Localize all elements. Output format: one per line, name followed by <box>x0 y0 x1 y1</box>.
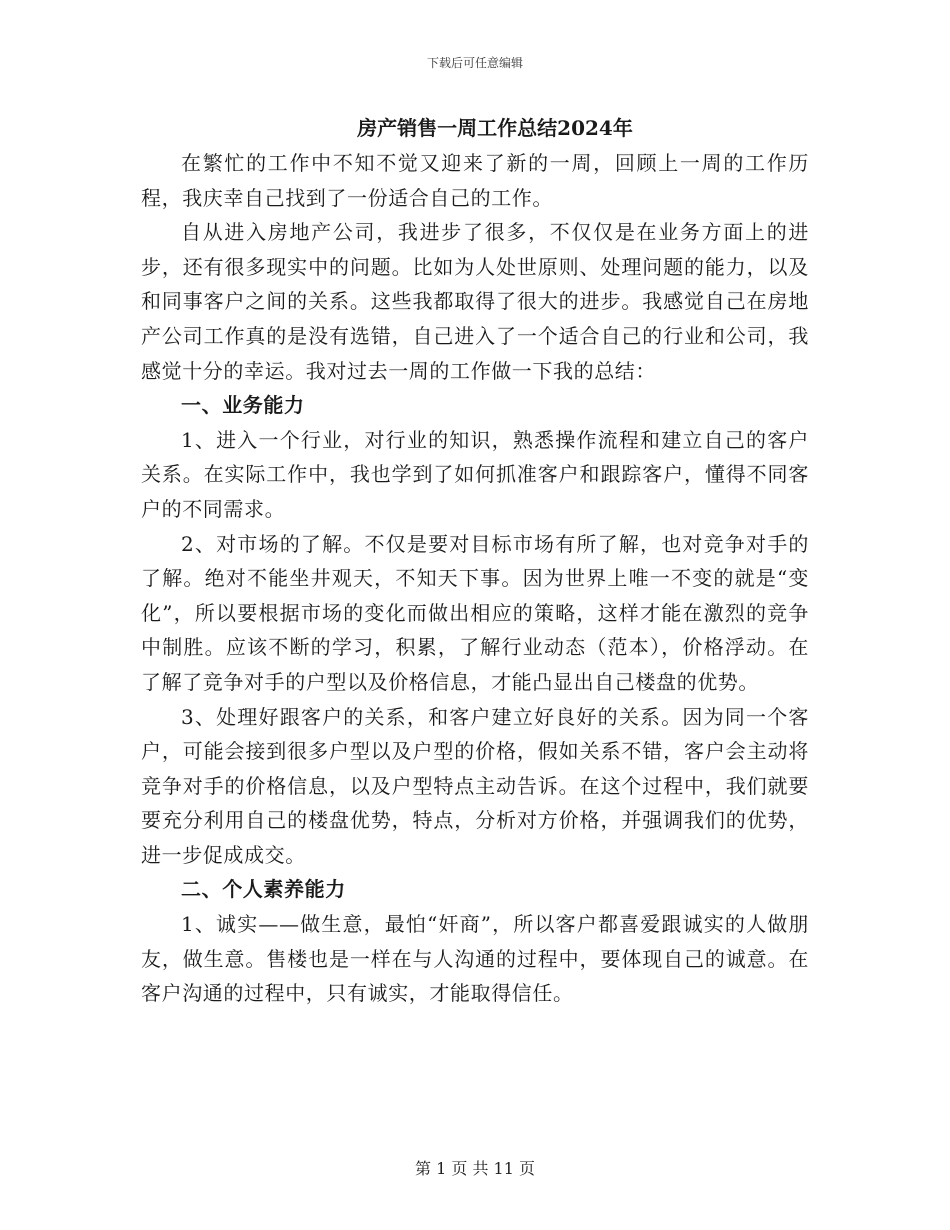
section-heading: 二、个人素养能力 <box>181 877 346 902</box>
document-body <box>141 146 809 1011</box>
paragraph: 1、进入一个行业，对行业的知识，熟悉操作流程和建立自己的客户关系。在实际工作中，我也学到了如何抓准客户和跟踪客户，懂得不同客户的不同需求。 <box>141 427 809 521</box>
section-heading: 一、业务能力 <box>181 393 305 418</box>
paragraph: 在繁忙的工作中不知不觉又迎来了新的一周，回顾上一周的工作历程，我庆幸自己找到了一份适合自己的工作。 <box>141 151 809 210</box>
header-note: 下载后可任意编辑 <box>426 56 523 70</box>
paragraph: 3、处理好跟客户的关系，和客户建立好良好的关系。因为同一个客户，可能会接到很多户型以及户型的价格，假如关系不错，客户会主动将竞争对手的价格信息，以及户型特点主动告诉。在这个过程中，我们就要要充分利用自己的楼盘优势，特点，分析对方价格，并强调我们的优势，进一步促成成交。 <box>141 704 809 867</box>
paragraph: 自从进入房地产公司，我进步了很多，不仅仅是在业务方面上的进步，还有很多现实中的问题。比如为人处世原则、处理问题的能力，以及和同事客户之间的关系。这些我都取得了很大的进步。我感觉自己在房地产公司工作真的是没有选错，自己进入了一个适合自己的行业和公司，我感觉十分的幸运。我对过去一周的工作做一下我的总结： <box>141 220 809 383</box>
paragraph: 1、诚实——做生意，最怕“奸商”，所以客户都喜爱跟诚实的人做朋友，做生意。售楼也是一样在与人沟通的过程中，要体现自己的诚意。在客户沟通的过程中，只有诚实，才能取得信任。 <box>141 912 809 1006</box>
document-title: 房产销售一周工作总结2024年 <box>357 116 633 140</box>
paragraph: 2、对市场的了解。不仅是要对目标市场有所了解，也对竞争对手的了解。绝对不能坐井观天，不知天下事。因为世界上唯一不变的就是“变化”，所以要根据市场的变化而做出相应的策略，这样才能在激烈的竞争中制胜。应该不断的学习，积累，了解行业动态（范本），价格浮动。在了解了竞争对手的户型以及价格信息，才能凸显出自己楼盘的优势。 <box>141 531 809 694</box>
page-number-footer: 第 1 页 共 11 页 <box>415 1159 535 1178</box>
